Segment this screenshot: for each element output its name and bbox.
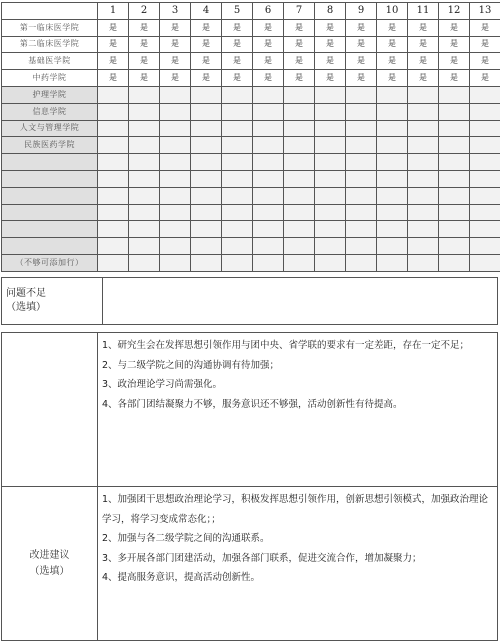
table-cell[interactable] [439, 204, 470, 221]
table-cell[interactable]: 是 [253, 53, 284, 70]
table-cell[interactable] [98, 154, 129, 171]
table-cell[interactable] [160, 86, 191, 103]
table-cell[interactable]: 是 [315, 36, 346, 53]
table-cell[interactable]: 是 [222, 70, 253, 87]
table-cell[interactable]: 是 [346, 53, 377, 70]
table-cell[interactable] [408, 154, 439, 171]
table-cell[interactable] [222, 137, 253, 154]
table-cell[interactable] [98, 238, 129, 255]
table-cell[interactable] [222, 86, 253, 103]
table-cell[interactable] [377, 238, 408, 255]
table-cell[interactable] [129, 137, 160, 154]
table-cell[interactable] [253, 137, 284, 154]
table-cell[interactable] [439, 221, 470, 238]
table-cell[interactable] [315, 86, 346, 103]
table-cell[interactable] [346, 238, 377, 255]
row-label [2, 154, 98, 171]
table-cell[interactable]: 是 [98, 70, 129, 87]
suggestion-item-4: 4、提高服务意识，提高活动创新性。 [102, 568, 493, 588]
table-cell[interactable] [129, 238, 160, 255]
table-cell[interactable] [284, 137, 315, 154]
table-cell[interactable] [470, 137, 500, 154]
row-label: 信息学院 [2, 103, 98, 120]
table-cell[interactable] [439, 238, 470, 255]
table-cell[interactable]: 是 [315, 70, 346, 87]
table-cell[interactable] [470, 120, 500, 137]
table-cell[interactable] [284, 254, 315, 271]
table-cell[interactable]: 是 [408, 19, 439, 36]
table-cell[interactable]: 是 [129, 70, 160, 87]
suggestion-item-1: 1、加强团干思想政治理论学习，积极发挥思想引领作用，创新思想引领模式，加强政治理论学习，将学习变成常态化；； [102, 490, 493, 529]
table-cell[interactable]: 是 [284, 19, 315, 36]
table-cell[interactable] [470, 187, 500, 204]
table-cell[interactable]: 是 [160, 53, 191, 70]
table-cell[interactable]: 是 [470, 19, 500, 36]
suggestions-label [2, 487, 98, 641]
table-cell[interactable] [98, 137, 129, 154]
table-cell[interactable] [253, 238, 284, 255]
table-cell[interactable]: 是 [284, 36, 315, 53]
table-cell[interactable] [377, 221, 408, 238]
table-cell[interactable] [253, 86, 284, 103]
table-cell[interactable] [160, 170, 191, 187]
table-cell[interactable]: 是 [315, 53, 346, 70]
table-cell[interactable] [253, 204, 284, 221]
table-cell[interactable] [98, 120, 129, 137]
problems-detail-cell[interactable] [98, 333, 498, 487]
table-cell[interactable] [129, 154, 160, 171]
table-cell[interactable] [98, 86, 129, 103]
table-cell[interactable] [377, 120, 408, 137]
suggestions-cell[interactable] [98, 487, 498, 641]
table-cell[interactable] [346, 221, 377, 238]
table-cell[interactable]: 是 [377, 19, 408, 36]
row-label: 中药学院 [2, 70, 98, 87]
table-cell[interactable] [315, 238, 346, 255]
table-cell[interactable] [222, 120, 253, 137]
table-cell[interactable] [98, 254, 129, 271]
table-cell[interactable] [191, 137, 222, 154]
row-label [2, 187, 98, 204]
table-cell[interactable] [253, 154, 284, 171]
table-cell[interactable] [284, 120, 315, 137]
table-cell[interactable] [408, 170, 439, 187]
table-cell[interactable] [346, 187, 377, 204]
table-cell[interactable] [129, 221, 160, 238]
table-cell[interactable] [129, 103, 160, 120]
table-cell[interactable] [470, 254, 500, 271]
table-cell[interactable] [191, 204, 222, 221]
table-cell[interactable] [284, 187, 315, 204]
table-row [2, 120, 500, 137]
table-cell[interactable]: 是 [408, 70, 439, 87]
table-cell[interactable] [222, 238, 253, 255]
table-cell[interactable] [284, 154, 315, 171]
table-cell[interactable] [315, 103, 346, 120]
problems-label-title: 问题不足 [6, 287, 102, 301]
column-header-7: 7 [284, 3, 315, 20]
table-cell[interactable]: 是 [253, 19, 284, 36]
table-cell[interactable] [346, 170, 377, 187]
row-label [2, 204, 98, 221]
table-cell[interactable] [98, 103, 129, 120]
table-row [2, 204, 500, 221]
table-cell[interactable] [439, 103, 470, 120]
table-cell[interactable] [191, 238, 222, 255]
table-row [2, 238, 500, 255]
table-cell[interactable] [408, 103, 439, 120]
table-cell[interactable] [129, 254, 160, 271]
problems-suggestions-table [1, 332, 498, 641]
column-header-4: 4 [191, 3, 222, 20]
problems-label [2, 278, 103, 325]
header-corner-cell [2, 3, 98, 20]
row-label [2, 238, 98, 255]
table-cell[interactable] [253, 187, 284, 204]
row-label: 护理学院 [2, 86, 98, 103]
column-header-8: 8 [315, 3, 346, 20]
column-header-6: 6 [253, 3, 284, 20]
table-cell[interactable] [346, 254, 377, 271]
table-cell[interactable]: 是 [222, 36, 253, 53]
table-cell[interactable] [284, 221, 315, 238]
table-cell[interactable] [377, 170, 408, 187]
table-cell[interactable] [98, 204, 129, 221]
table-row [2, 187, 500, 204]
table-cell[interactable]: 是 [191, 53, 222, 70]
table-cell[interactable] [315, 137, 346, 154]
table-cell[interactable] [346, 137, 377, 154]
table-cell[interactable] [315, 187, 346, 204]
table-cell[interactable]: 是 [377, 70, 408, 87]
table-cell[interactable]: 是 [160, 19, 191, 36]
row-label [2, 221, 98, 238]
table-cell[interactable] [439, 120, 470, 137]
table-cell[interactable] [470, 103, 500, 120]
problems-label-optional: （选填） [6, 301, 102, 315]
table-cell[interactable] [346, 120, 377, 137]
table-cell[interactable] [98, 221, 129, 238]
table-cell[interactable]: 是 [346, 70, 377, 87]
row-label: 基础医学院 [2, 53, 98, 70]
column-header-9: 9 [346, 3, 377, 20]
table-cell[interactable]: 是 [129, 53, 160, 70]
row-label: （不够可添加行） [2, 254, 98, 271]
table-cell[interactable] [408, 120, 439, 137]
table-cell[interactable]: 是 [98, 53, 129, 70]
table-cell[interactable] [191, 221, 222, 238]
table-cell[interactable] [222, 254, 253, 271]
table-cell[interactable] [222, 170, 253, 187]
table-cell[interactable]: 是 [98, 36, 129, 53]
table-cell[interactable] [160, 254, 191, 271]
problems-section [1, 277, 498, 325]
table-cell[interactable] [160, 154, 191, 171]
row-label: 第一临床医学院 [2, 19, 98, 36]
table-cell[interactable] [129, 204, 160, 221]
table-row [2, 221, 500, 238]
row-label: 第二临床医学院 [2, 36, 98, 53]
table-cell[interactable] [408, 221, 439, 238]
table-cell[interactable]: 是 [253, 36, 284, 53]
table-cell[interactable] [253, 254, 284, 271]
table-row [2, 170, 500, 187]
table-row [2, 137, 500, 154]
table-cell[interactable] [439, 137, 470, 154]
college-check-table [1, 2, 500, 272]
table-cell[interactable] [377, 204, 408, 221]
table-cell[interactable]: 是 [439, 36, 470, 53]
table-cell[interactable]: 是 [160, 70, 191, 87]
table-cell[interactable] [377, 103, 408, 120]
table-cell[interactable] [98, 187, 129, 204]
problem-item-3: 3、政治理论学习尚需强化。 [102, 375, 493, 395]
column-header-2: 2 [129, 3, 160, 20]
table-row [2, 19, 500, 36]
table-cell[interactable] [377, 187, 408, 204]
table-cell[interactable]: 是 [253, 70, 284, 87]
table-cell[interactable] [129, 170, 160, 187]
table-cell[interactable] [222, 204, 253, 221]
suggestion-item-3: 3、多开展各部门团建活动，加强各部门联系，促进交流合作，增加凝聚力； [102, 549, 493, 569]
table-cell[interactable]: 是 [160, 36, 191, 53]
table-cell[interactable]: 是 [315, 19, 346, 36]
table-cell[interactable] [315, 170, 346, 187]
table-cell[interactable]: 是 [377, 53, 408, 70]
table-cell[interactable]: 是 [439, 53, 470, 70]
table-cell[interactable] [222, 221, 253, 238]
table-cell[interactable] [377, 86, 408, 103]
table-cell[interactable] [346, 86, 377, 103]
table-row [2, 103, 500, 120]
table-cell[interactable] [470, 86, 500, 103]
header-row [2, 3, 500, 20]
table-cell[interactable] [98, 170, 129, 187]
table-cell[interactable] [377, 154, 408, 171]
table-cell[interactable] [191, 86, 222, 103]
column-header-11: 11 [408, 3, 439, 20]
problems-blank-cell[interactable] [103, 278, 498, 325]
column-header-5: 5 [222, 3, 253, 20]
table-cell[interactable]: 是 [470, 36, 500, 53]
table-row [2, 53, 500, 70]
table-cell[interactable] [253, 103, 284, 120]
table-cell[interactable] [346, 103, 377, 120]
table-cell[interactable]: 是 [377, 36, 408, 53]
table-cell[interactable] [315, 154, 346, 171]
problem-item-2: 2、与二级学院之间的沟通协调有待加强； [102, 356, 493, 376]
table-cell[interactable] [408, 204, 439, 221]
table-cell[interactable] [470, 170, 500, 187]
table-cell[interactable]: 是 [98, 19, 129, 36]
table-cell[interactable] [160, 187, 191, 204]
table-cell[interactable] [284, 103, 315, 120]
table-cell[interactable] [222, 103, 253, 120]
suggestions-label-title: 改进建议 [2, 548, 97, 564]
column-header-1: 1 [98, 3, 129, 20]
table-cell[interactable]: 是 [408, 53, 439, 70]
problems-detail-label-cell [2, 333, 98, 487]
table-cell[interactable] [470, 154, 500, 171]
table-row [2, 70, 500, 87]
table-cell[interactable]: 是 [470, 53, 500, 70]
table-cell[interactable] [439, 187, 470, 204]
table-cell[interactable] [160, 137, 191, 154]
table-cell[interactable] [408, 86, 439, 103]
table-cell[interactable]: 是 [191, 70, 222, 87]
table-cell[interactable] [284, 204, 315, 221]
table-cell[interactable] [160, 221, 191, 238]
table-cell[interactable] [253, 221, 284, 238]
suggestion-item-2: 2、加强与各二级学院之间的沟通联系。 [102, 529, 493, 549]
table-cell[interactable]: 是 [346, 19, 377, 36]
table-cell[interactable] [160, 204, 191, 221]
row-label [2, 170, 98, 187]
table-cell[interactable] [346, 154, 377, 171]
table-cell[interactable] [408, 238, 439, 255]
table-cell[interactable]: 是 [284, 53, 315, 70]
table-cell[interactable]: 是 [191, 36, 222, 53]
table-cell[interactable] [129, 120, 160, 137]
table-cell[interactable]: 是 [408, 36, 439, 53]
table-cell[interactable] [315, 254, 346, 271]
table-cell[interactable] [439, 154, 470, 171]
table-cell[interactable] [408, 187, 439, 204]
column-header-12: 12 [439, 3, 470, 20]
table-cell[interactable]: 是 [191, 19, 222, 36]
table-cell[interactable]: 是 [439, 19, 470, 36]
table-cell[interactable] [284, 238, 315, 255]
table-cell[interactable] [470, 221, 500, 238]
table-cell[interactable] [160, 103, 191, 120]
table-cell[interactable] [160, 120, 191, 137]
table-cell[interactable] [160, 238, 191, 255]
row-label: 民族医药学院 [2, 137, 98, 154]
table-cell[interactable] [470, 204, 500, 221]
table-cell[interactable]: 是 [439, 70, 470, 87]
table-cell[interactable] [439, 254, 470, 271]
table-cell[interactable] [129, 187, 160, 204]
table-cell[interactable] [315, 204, 346, 221]
row-label: 人文与管理学院 [2, 120, 98, 137]
table-cell[interactable] [222, 187, 253, 204]
table-cell[interactable] [191, 103, 222, 120]
table-cell[interactable]: 是 [470, 70, 500, 87]
table-cell[interactable] [284, 86, 315, 103]
table-cell[interactable] [346, 204, 377, 221]
table-cell[interactable] [191, 120, 222, 137]
table-cell[interactable] [191, 254, 222, 271]
table-cell[interactable] [470, 238, 500, 255]
column-header-13: 13 [470, 3, 500, 20]
table-cell[interactable] [377, 254, 408, 271]
table-row [2, 154, 500, 171]
table-row [2, 36, 500, 53]
suggestions-label-optional: （选填） [2, 564, 97, 580]
table-cell[interactable]: 是 [222, 19, 253, 36]
table-cell[interactable] [315, 221, 346, 238]
table-cell[interactable] [222, 154, 253, 171]
column-header-10: 10 [377, 3, 408, 20]
table-cell[interactable] [377, 137, 408, 154]
table-cell[interactable] [439, 170, 470, 187]
table-cell[interactable]: 是 [129, 19, 160, 36]
column-header-3: 3 [160, 3, 191, 20]
table-cell[interactable] [439, 86, 470, 103]
table-cell[interactable] [129, 86, 160, 103]
table-cell[interactable] [284, 170, 315, 187]
table-cell[interactable]: 是 [346, 36, 377, 53]
table-cell[interactable] [408, 137, 439, 154]
table-row [2, 254, 500, 271]
table-cell[interactable]: 是 [222, 53, 253, 70]
table-cell[interactable]: 是 [129, 36, 160, 53]
table-cell[interactable] [191, 187, 222, 204]
table-row [2, 86, 500, 103]
table-cell[interactable] [253, 120, 284, 137]
problem-item-4: 4、各部门团结凝聚力不够，服务意识还不够强，活动创新性有待提高。 [102, 395, 493, 415]
table-cell[interactable] [253, 170, 284, 187]
table-cell[interactable] [315, 120, 346, 137]
table-cell[interactable] [191, 154, 222, 171]
table-cell[interactable] [191, 170, 222, 187]
table-cell[interactable]: 是 [284, 70, 315, 87]
table-cell[interactable] [408, 254, 439, 271]
problem-item-1: 1、研究生会在发挥思想引领作用与团中央、省学联的要求有一定差距，存在一定不足； [102, 336, 493, 356]
